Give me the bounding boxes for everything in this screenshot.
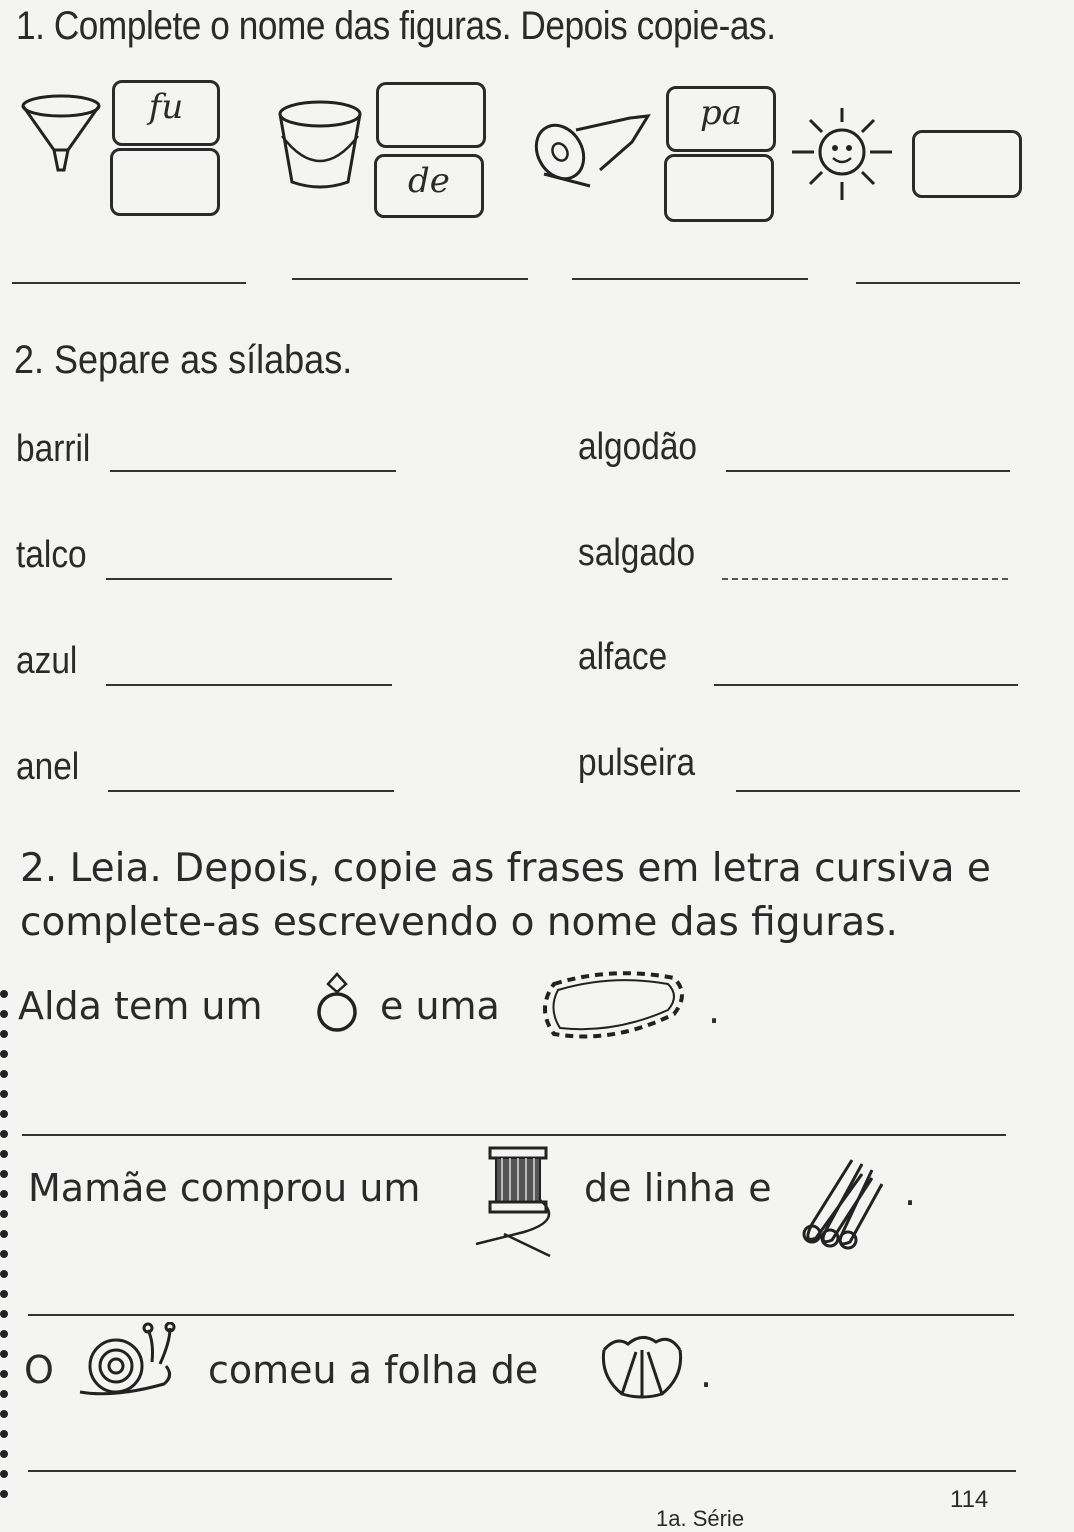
sentence3-part2: comeu a folha de	[208, 1348, 539, 1392]
bucket-icon	[272, 96, 368, 192]
copy-line[interactable]	[22, 1134, 1006, 1136]
answer-line[interactable]	[106, 684, 392, 686]
snail-icon	[74, 1322, 180, 1402]
word-left: anel	[16, 746, 80, 788]
funnel-icon	[18, 92, 104, 174]
sun-icon	[790, 104, 894, 204]
bracelet-icon	[534, 964, 690, 1048]
thread-spool-icon	[474, 1140, 570, 1260]
copy-line[interactable]	[28, 1470, 1016, 1472]
answer-line[interactable]	[108, 790, 394, 792]
answer-line[interactable]	[714, 684, 1018, 686]
word-left: azul	[16, 640, 78, 682]
binding-holes	[0, 990, 10, 1520]
grade-label: 1a. Série	[656, 1506, 745, 1531]
word-right: alface	[578, 636, 668, 678]
syllable-box[interactable]	[664, 154, 774, 222]
ring-icon	[312, 970, 362, 1036]
exercise1-instruction: 1. Complete o nome das figuras. Depois copie-as.	[16, 4, 776, 48]
answer-line[interactable]	[736, 790, 1020, 792]
copy-line[interactable]	[28, 1314, 1014, 1316]
syllable-box[interactable]: fu	[112, 80, 220, 146]
word-left: barril	[16, 428, 91, 470]
syllable-box[interactable]	[110, 148, 220, 216]
word-right: algodão	[578, 426, 698, 468]
toilet-paper-icon	[530, 112, 652, 194]
word-left: talco	[16, 534, 87, 576]
syllable-box[interactable]	[912, 130, 1022, 198]
copy-line[interactable]	[12, 282, 246, 284]
syllable-box[interactable]	[376, 82, 486, 148]
sentence3-part1: O	[24, 1348, 54, 1392]
sentence3-end: .	[700, 1352, 713, 1396]
word-right: salgado	[578, 532, 696, 574]
answer-line[interactable]	[110, 470, 396, 472]
lettuce-icon	[596, 1330, 688, 1400]
page-number: 114	[950, 1486, 989, 1513]
sentence1-part1: Alda tem um	[18, 984, 263, 1028]
syllable-box[interactable]: pa	[666, 86, 776, 152]
sentence2-part2: de linha e	[584, 1166, 772, 1210]
word-right: pulseira	[578, 742, 696, 784]
copy-line[interactable]	[572, 278, 808, 280]
exercise3-instruction: 2. Leia. Depois, copie as frases em letra cursiva e complete-as escrevendo o nome das figuras.	[20, 846, 991, 945]
safety-pins-icon	[792, 1154, 888, 1250]
answer-line[interactable]	[726, 470, 1010, 472]
answer-line[interactable]	[106, 578, 392, 580]
exercise2-instruction: 2. Separe as sílabas.	[14, 338, 353, 382]
sentence2-part1: Mamãe comprou um	[28, 1166, 421, 1210]
copy-line[interactable]	[856, 282, 1020, 284]
syllable-box[interactable]: de	[374, 154, 484, 218]
sentence2-end: .	[904, 1170, 917, 1214]
sentence1-end: .	[708, 988, 721, 1032]
copy-line[interactable]	[292, 278, 528, 280]
sentence1-part2: e uma	[380, 984, 500, 1028]
answer-line[interactable]	[722, 578, 1008, 580]
